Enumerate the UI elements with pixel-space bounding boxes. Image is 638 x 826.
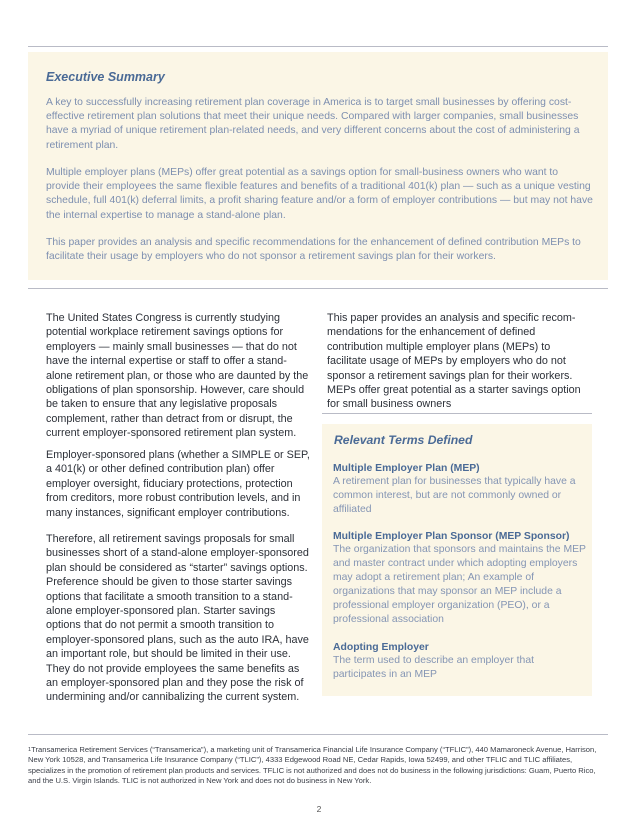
term-definition: The term used to describe an employer that participates in an MEP <box>333 655 534 681</box>
executive-summary-paragraph: A key to successfully increasing retirement plan coverage in America is to target small businesses by offering cost-effective retirement plan solutions that meet their unique needs. Compared with larger companies, small businesses have a myriad of unique retirement plan-related needs, and very different concerns about the cost of administering a retirement plan. <box>46 97 580 151</box>
summary-bottom-rule <box>28 288 608 289</box>
terms-top-rule <box>322 413 592 414</box>
relevant-terms-title: Relevant Terms Defined <box>334 433 473 447</box>
left-column-paragraph: The United States Congress is currently studying potential workplace retirement savings options for employers — mainly small businesses — that do not have the internal expertise or staff to offer a stand-alone retirement plan, or those who are daunted by the obligations of plan sponsorship. However, care should be taken to ensure that any legislative proposals complement, rather than detract from or disrupt, the current employer-sponsored retirement plan system. <box>46 312 309 440</box>
executive-summary-title: Executive Summary <box>46 70 165 84</box>
footnote-text: Transamerica Retirement Services (“Transamerica”), a marketing unit of Transamerica Financial Life Insurance Company (“TFLIC”), 440 Mamaroneck Avenue, Harrison, New York 10528, and Transamerica Life Insurance Company (“TLIC”), 4333 Edgewood Road NE, Cedar Rapids, Iowa 52499, and other TFLIC and TLIC affiliates, specializes in the promotion of retirement plan products and services. TFLIC is not authorized and does not do business in the following jurisdictions: Guam, Puerto Rico, and the U.S. Virgin Islands. TLIC is not authorized in New York and does not do business in New York. <box>28 745 597 785</box>
term-definition: The organization that sponsors and maintains the MEP and master contract under which adopting employers may adopt a retirement plan; An example of organizations that may sponsor an MEP include a professional employer organization (PEO), or a professional association <box>333 544 586 626</box>
term-name: Multiple Employer Plan Sponsor (MEP Sponsor) <box>333 531 570 542</box>
footnote-marker: 1 <box>28 747 32 753</box>
right-column-paragraph: This paper provides an analysis and specific recom-mendations for the enhancement of defined contribution multiple employer plans (MEPs) to facilitate usage of MEPs by employers who do not sponsor a retirement savings plan for their workers. MEPs offer great potential as a starter savings option for small business owners <box>327 312 581 411</box>
term-name: Adopting Employer <box>333 642 429 653</box>
left-column-paragraph: Therefore, all retirement savings proposals for small businesses short of a stand-alone employer-sponsored plan should be considered as “starter” savings options. Preference should be given to those starter savings options that facilitate a smooth transition to a stand-alone employer-sponsored plan. Starter savings options that do not permit a smooth transition to employer-sponsored plans, such as the auto IRA, have an important role, but should be limited in their use. They do not provide employees the same benefits as an employer-sponsored plan and they pose the risk of undermining and/or cannibalizing the current system. <box>46 533 309 704</box>
executive-summary-paragraph: This paper provides an analysis and specific recommendations for the enhancement of defined contribution MEPs to facilitate their usage by employers who do not sponsor a retirement savings plan for their workers. <box>46 237 581 263</box>
term-definition: A retirement plan for businesses that typically have a common interest, but are not commonly owned or affiliated <box>333 476 576 516</box>
term-name: Multiple Employer Plan (MEP) <box>333 463 480 474</box>
page-number: 2 <box>316 804 322 814</box>
footnote-rule <box>28 734 608 735</box>
top-rule <box>28 46 608 47</box>
footnote <box>28 745 610 786</box>
left-column-paragraph: Employer-sponsored plans (whether a SIMPLE or SEP, a 401(k) or other defined contribution plan) offer employer oversight, fiduciary protections, protection from creditors, more robust contribution levels, and in many instances, significant employer contributions. <box>46 449 310 519</box>
executive-summary-paragraph: Multiple employer plans (MEPs) offer great potential as a savings option for small-business owners who want to provide their employees the same flexible features and benefits of a traditional 401(k) plan — such as a unique vesting schedule, full 401(k) deferral limits, a profit sharing feature and/or a form of employer contributions — but may not have the internal expertise to manage a stand-alone plan. <box>46 167 593 221</box>
